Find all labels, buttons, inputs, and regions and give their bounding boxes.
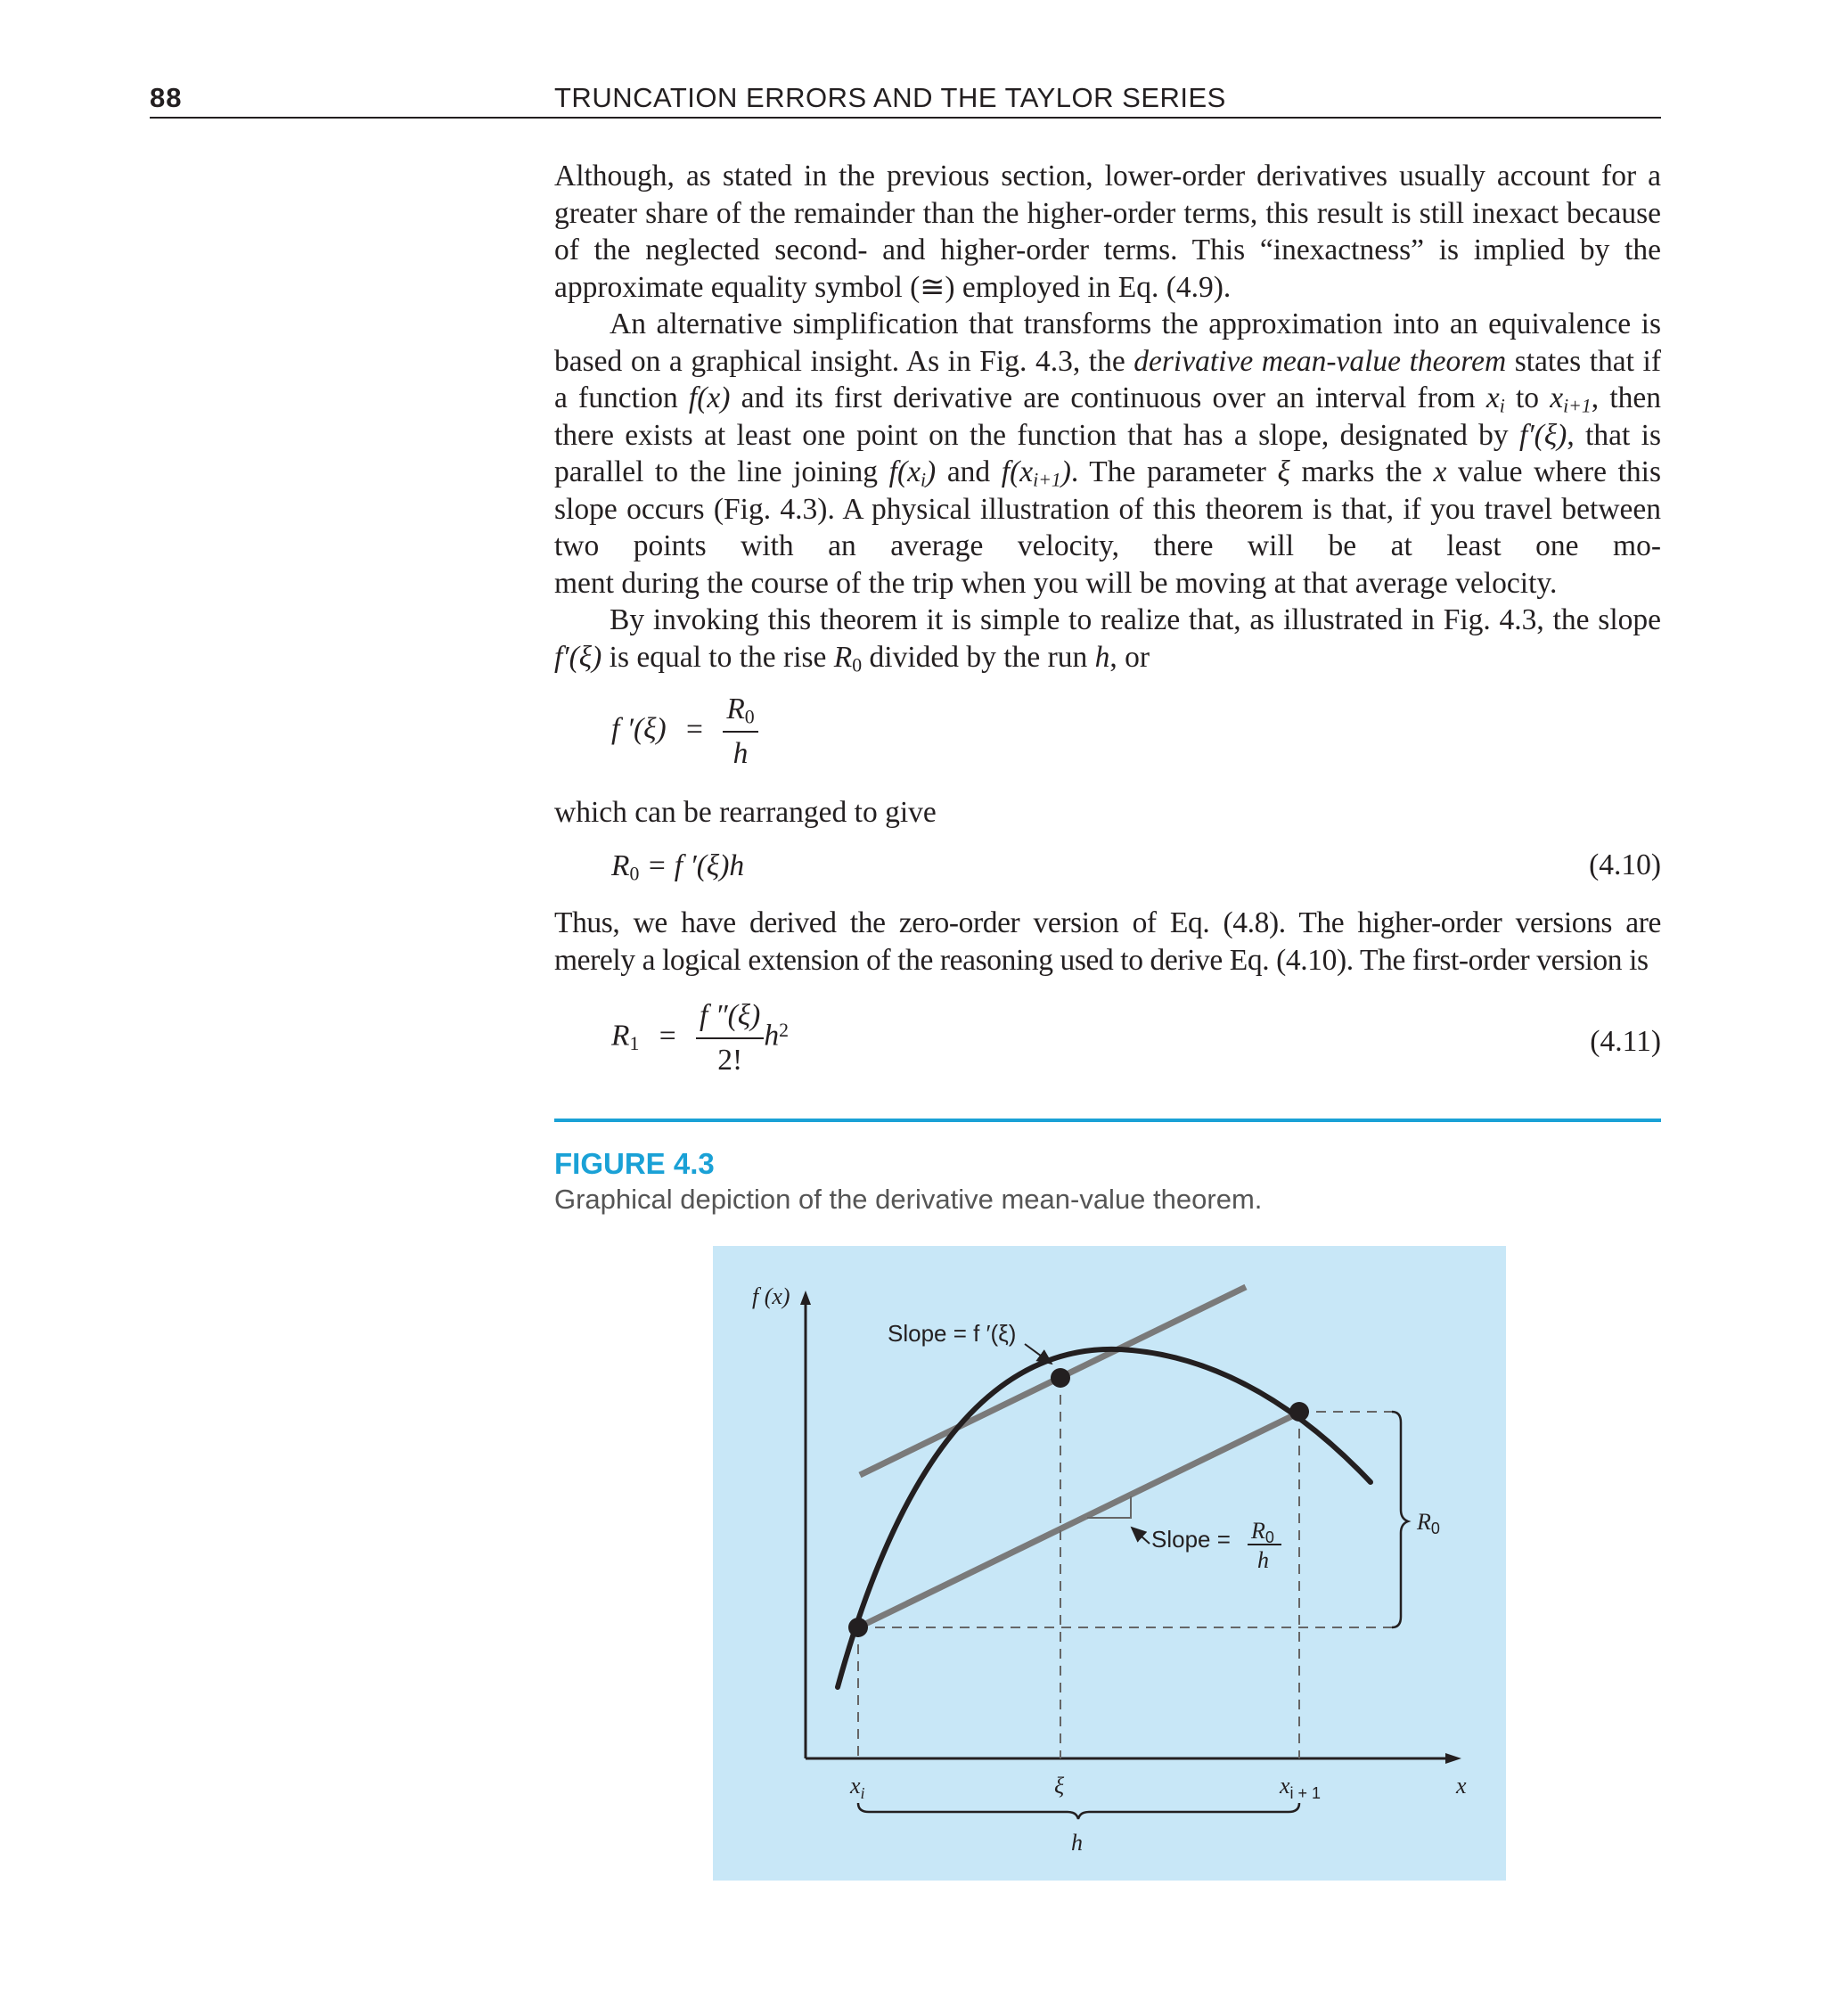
math-sub: 0 (852, 653, 863, 676)
tick-label-xi-greek: ξ (1054, 1773, 1065, 1799)
emphasis-term: derivative mean-value theorem (1133, 344, 1507, 378)
math-fx: f(x) (688, 381, 731, 414)
paragraph-3 (554, 602, 1661, 676)
math-xi1-var: $x_{i+1}$ (1550, 381, 1592, 417)
eq-lhs: R (611, 849, 630, 882)
paragraph-1: Although, as stated in the previous section, lower-order derivatives usually account for a greater share of the remainder than the higher-order terms, this result is still inexact because of the neglected second- and higher-order terms. This “inexactness” is implied by the approximate equality symbol (≅) employed in Eq. (4.9). (554, 160, 1661, 304)
text-run: and its first derivative are continuous over an interval from (730, 381, 1486, 414)
math-xi: ξ (1277, 455, 1290, 488)
eq-lhs: R (611, 1019, 630, 1053)
eq-fraction: $\frac{f ''(\xi)}{2!}$ (696, 998, 764, 1078)
slope2-pointer (1132, 1528, 1150, 1544)
math-f-xi1: $f(x_{i+1})$ (1001, 455, 1071, 491)
figure-rule (554, 1119, 1661, 1122)
equation-slope (611, 692, 758, 772)
y-axis-arrow (800, 1291, 811, 1305)
x-axis-arrow (1445, 1753, 1461, 1764)
text-run: , or (1109, 640, 1150, 674)
text-run: value where this slope occurs (Fig. 4.3). A physical illustration of this theorem is that, if you travel between two points with an average velocity, there will be at least one mo- (554, 455, 1662, 562)
math-fprime-xi: f′(ξ) (1519, 418, 1567, 452)
eq-fraction: $\frac{R_0}{h}$ (723, 692, 757, 772)
point-xi-tangent (1051, 1368, 1070, 1388)
figure-label: FIGURE 4.3 (554, 1147, 715, 1180)
text-run: , then there exists at least one point on the function that has a slope, designated by (554, 381, 1661, 452)
text-run: , that is parallel to the line joining (554, 418, 1662, 488)
text-run: states that if a function (554, 344, 1661, 414)
eq-lhs-sub: 1 (629, 1033, 640, 1055)
text-run: marks the (1289, 455, 1434, 488)
x-axis-label: x (1456, 1773, 1467, 1799)
paragraph-4: which can be rearranged to give (554, 796, 937, 829)
equation-number-4-10: (4.10) (1589, 848, 1661, 881)
figure-panel (713, 1246, 1506, 1881)
text-run: and (936, 455, 1002, 488)
text-run: An alternative simplification that transforms the approximation into an equivalence is based on a graphical insight. As in Fig. 4.3, the (554, 307, 1661, 378)
math-xi-var: $x_i$ (1485, 381, 1505, 417)
slope-frac-den: h (1257, 1547, 1269, 1573)
tick-label-xi: $x_i$ (850, 1773, 865, 1802)
text-run: is equal to the rise (602, 640, 834, 674)
eq-h: h (764, 1019, 780, 1053)
equation-4-11 (611, 998, 789, 1078)
eq-lhs-sub: 0 (629, 863, 640, 885)
eq-power: 2 (779, 1019, 789, 1041)
header-rule (150, 117, 1661, 119)
slope-label-secant: Slope = (1151, 1526, 1231, 1553)
run-brace (858, 1803, 1299, 1819)
tick-label-xi1: $x_{i + 1}$ (1280, 1773, 1322, 1802)
math-x: x (1433, 455, 1447, 488)
slope-frac-num: R0 (1251, 1518, 1274, 1546)
paragraph-2 (554, 306, 1661, 565)
point-xi (848, 1618, 868, 1637)
rise-brace (1392, 1412, 1408, 1627)
figure-caption: Graphical depiction of the derivative mean-value theorem. (554, 1184, 1263, 1215)
paragraph-5: Thus, we have derived the zero-order version of Eq. (4.8). The higher-order versions are merely a logical extension of the reasoning used to derive Eq. (4.10). The first-order version is (554, 906, 1661, 977)
math-f-xi: $f(x_i)$ (888, 455, 937, 491)
text-run: . The parameter (1070, 455, 1278, 488)
text-run: By invoking this theorem it is simple to realize that, as illustrated in Fig. 4.3, the slope (610, 603, 1661, 636)
point-xi1 (1289, 1402, 1309, 1422)
equation-4-10 (611, 848, 744, 884)
math-h: h (1094, 640, 1110, 674)
y-axis-label: f (x) (752, 1283, 790, 1309)
run-label: h (1071, 1830, 1083, 1856)
math-fprime-xi: f′(ξ) (554, 640, 602, 674)
text-run: divided by the run (862, 640, 1095, 674)
math-R: R (833, 640, 853, 674)
rise-label: R0 (1417, 1509, 1440, 1537)
eq-rhs: = f ′(ξ)h (646, 849, 745, 882)
slope-label-tangent: Slope = f ′(ξ) (888, 1320, 1017, 1347)
page-number: 88 (150, 82, 183, 113)
eq-equals: = (686, 712, 703, 746)
slope1-pointer (1025, 1344, 1052, 1364)
equation-number-4-11: (4.11) (1590, 1025, 1661, 1058)
paragraph-2-last-line: ment during the course of the trip when you will be moving at that average velocity. (554, 567, 1558, 600)
eq-lhs: f ′(ξ) (611, 712, 667, 746)
eq-equals: = (659, 1019, 676, 1053)
mean-value-diagram (713, 1246, 1506, 1881)
text-run: to (1504, 381, 1551, 414)
running-title: TRUNCATION ERRORS AND THE TAYLOR SERIES (554, 82, 1226, 113)
